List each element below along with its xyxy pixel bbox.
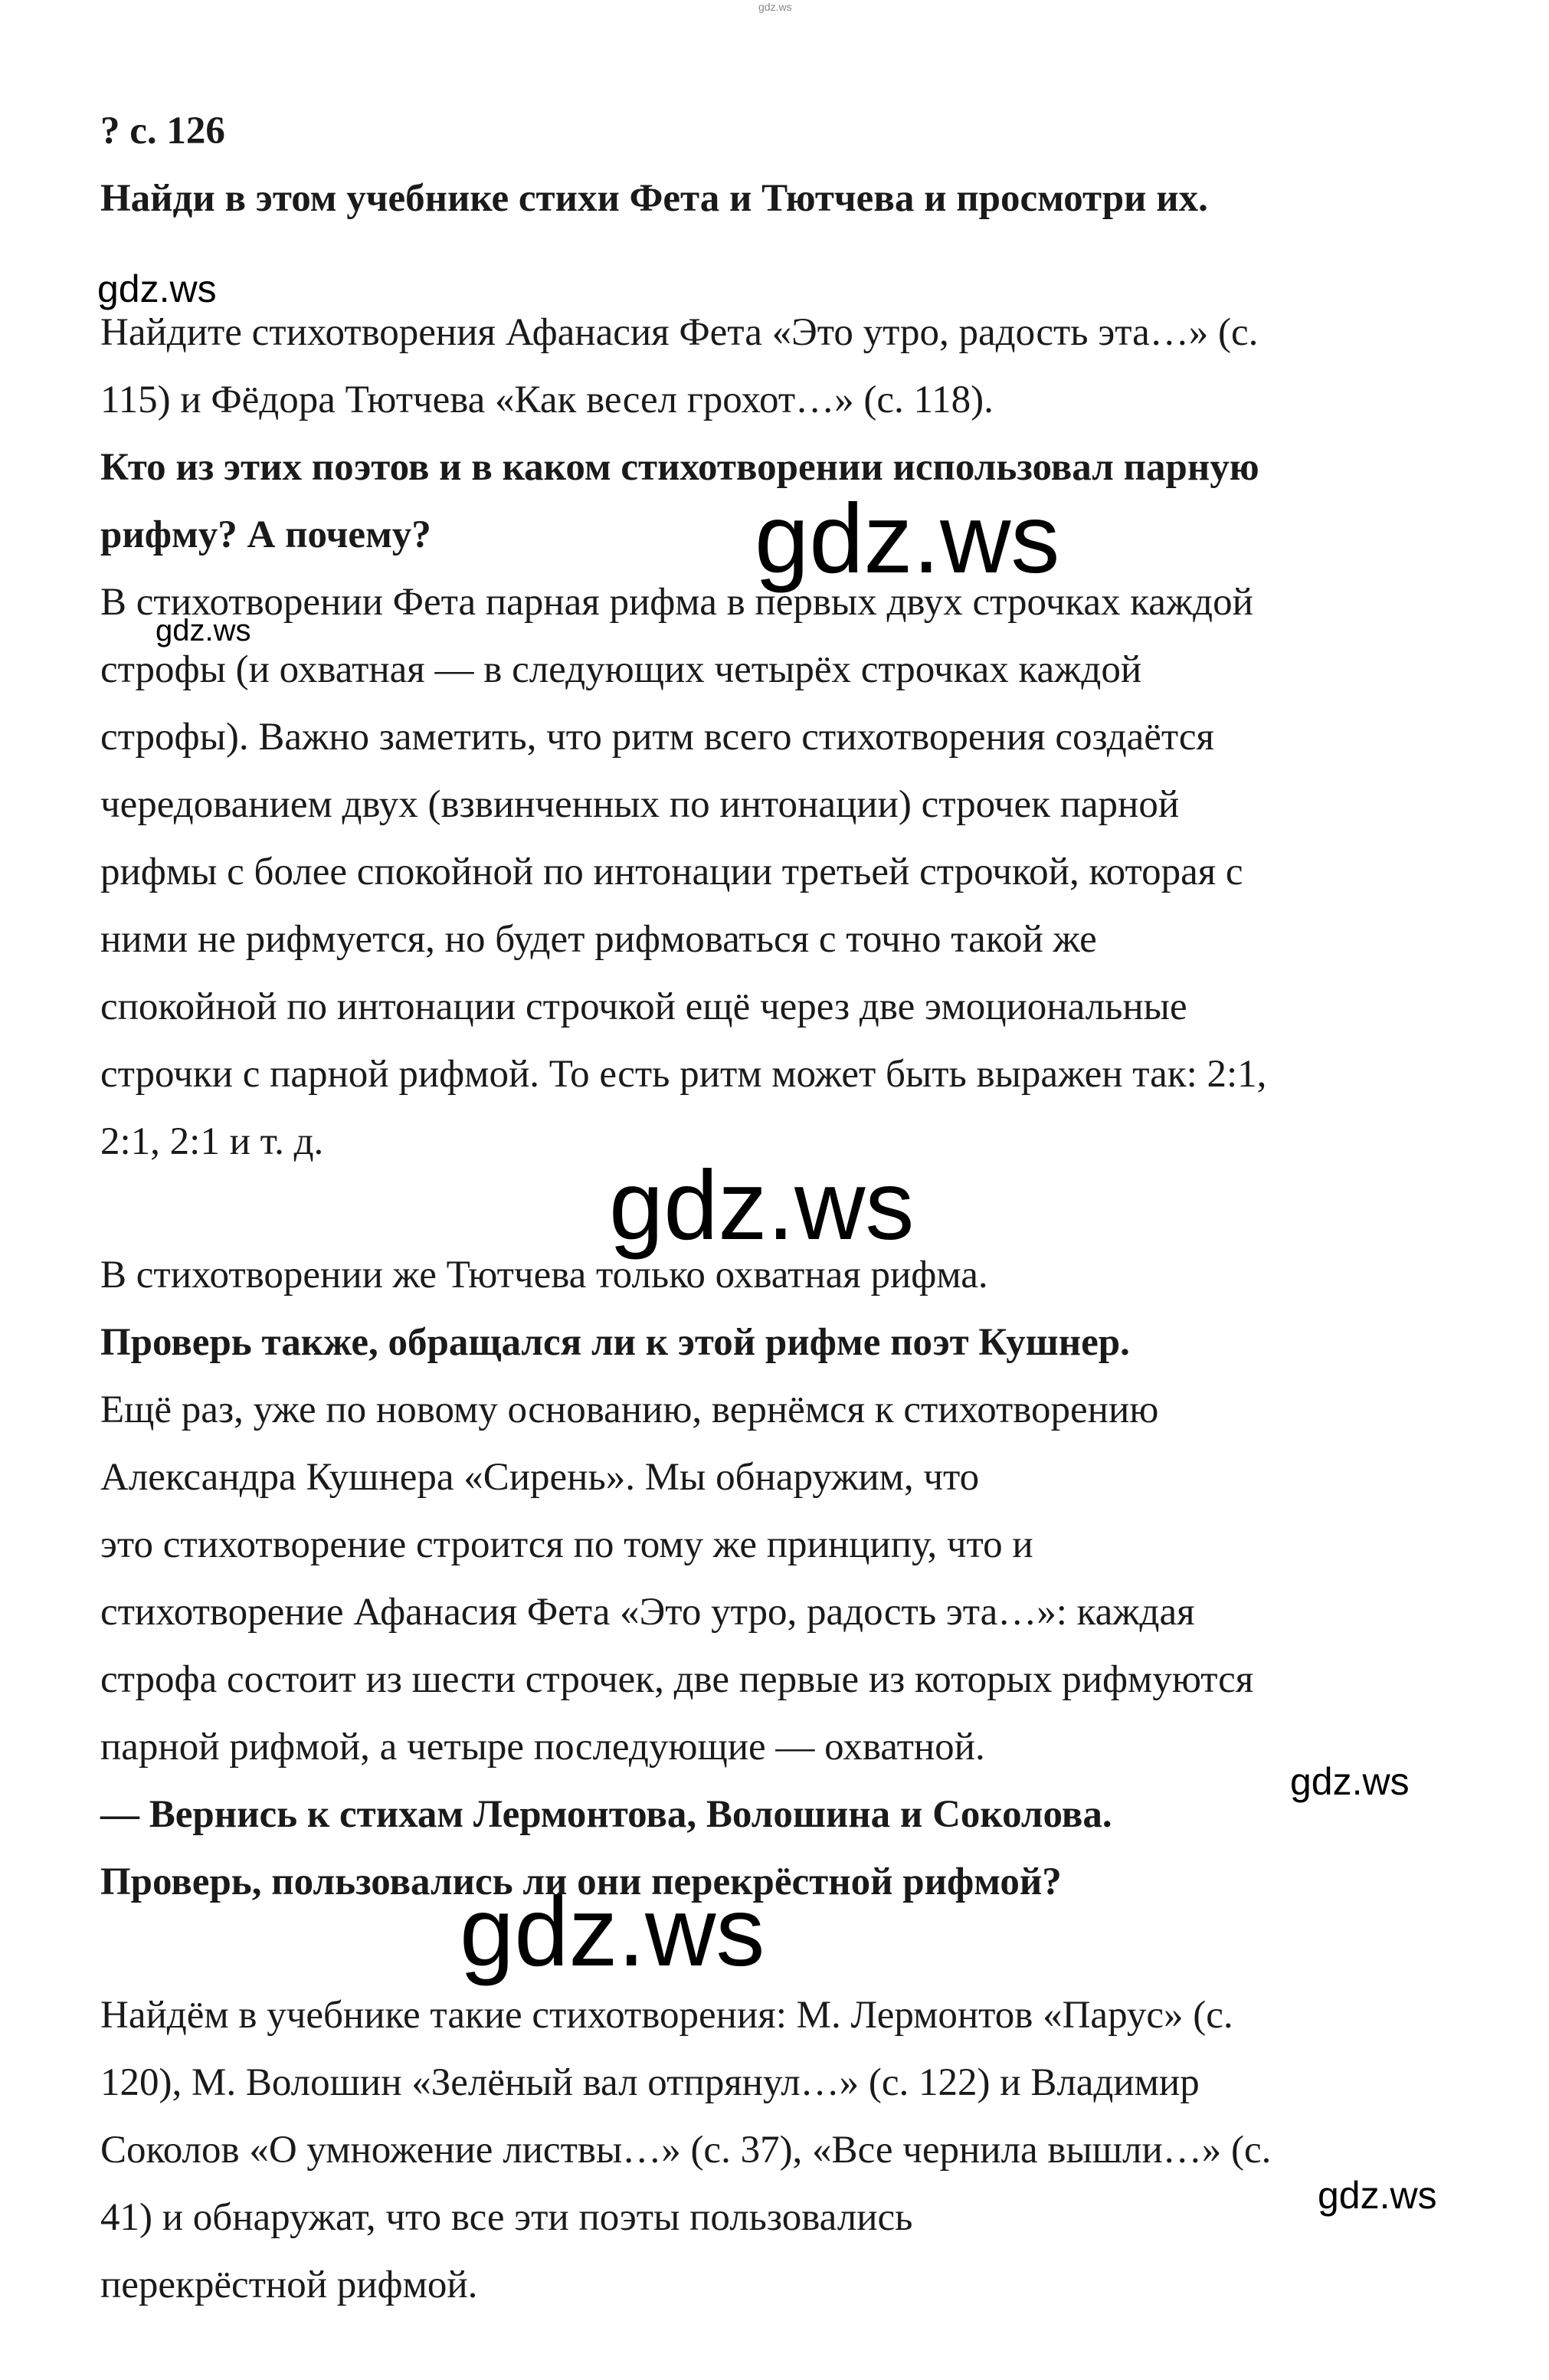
- answer-line: 115) и Фёдора Тютчева «Как весел грохот…» (с. 118).: [100, 379, 994, 421]
- answer-line: строфа состоит из шести строчек, две первые из которых рифмуются: [100, 1658, 1254, 1701]
- watermark-large-1: gdz.ws: [755, 484, 1060, 594]
- answer-line: строфы). Важно заметить, что ритм всего стихотворения создаётся: [100, 716, 1214, 759]
- answer-line: Найдём в учебнике такие стихотворения: М. Лермонтов «Парус» (с.: [100, 1994, 1233, 2037]
- answer-line: чередованием двух (взвинченных по интонации) строчек парной: [100, 783, 1180, 826]
- answer-line: В стихотворении Фета парная рифма в первых двух строчках каждой: [100, 581, 1253, 624]
- answer-line: В стихотворении же Тютчева только охватная рифма.: [100, 1254, 988, 1297]
- watermark-large-2: gdz.ws: [609, 1151, 915, 1260]
- watermark-small-1: gdz.ws: [97, 267, 217, 310]
- task-question-2: рифму? А почему?: [100, 513, 431, 556]
- answer-line: спокойной по интонации строчкой ещё через две эмоциональные: [100, 985, 1187, 1028]
- task-question-2: Кто из этих поэтов и в каком стихотворении использовал парную: [100, 446, 1259, 489]
- task-question-3: Проверь также, обращался ли к этой рифме поэт Кушнер.: [100, 1321, 1130, 1364]
- answer-line: 2:1, 2:1 и т. д.: [100, 1120, 324, 1163]
- answer-line: перекрёстной рифмой.: [100, 2264, 478, 2306]
- answer-line: рифмы с более спокойной по интонации третьей строчкой, которая с: [100, 851, 1243, 893]
- answer-line: это стихотворение строится по тому же принципу, что и: [100, 1523, 1033, 1566]
- answer-line: Соколов «О умножение листвы…» (с. 37), «Все чернила вышли…» (с.: [100, 2129, 1272, 2172]
- answer-line: строчки с парной рифмой. То есть ритм может быть выражен так: 2:1,: [100, 1053, 1267, 1096]
- answer-line: ними не рифмуется, но будет рифмоваться с точно такой же: [100, 918, 1097, 961]
- answer-line: 41) и обнаружат, что все эти поэты пользовались: [100, 2196, 913, 2239]
- answer-line: 120), М. Волошин «Зелёный вал отпрянул…» (с. 122) и Владимир: [100, 2061, 1200, 2104]
- task-question-4: Проверь, пользовались ли они перекрёстной рифмой?: [100, 1860, 1062, 1903]
- answer-line: Найдите стихотворения Афанасия Фета «Это утро, радость эта…» (с.: [100, 311, 1259, 354]
- answer-line: стихотворение Афанасия Фета «Это утро, радость эта…»: каждая: [100, 1591, 1195, 1634]
- page-reference: ? с. 126: [100, 110, 225, 152]
- answer-line: строфы (и охватная — в следующих четырёх строчках каждой: [100, 648, 1142, 691]
- answer-line: Ещё раз, уже по новому основанию, вернёмся к стихотворению: [100, 1388, 1159, 1431]
- task-question-1: Найди в этом учебнике стихи Фета и Тютчева и просмотри их.: [100, 177, 1208, 220]
- task-question-4: — Вернись к стихам Лермонтова, Волошина и Соколова.: [100, 1793, 1112, 1836]
- watermark-small-3: gdz.ws: [1290, 1760, 1410, 1803]
- watermark-small-2: gdz.ws: [156, 614, 251, 647]
- answer-line: Александра Кушнера «Сирень». Мы обнаружим, что: [100, 1456, 980, 1499]
- watermark-large-3: gdz.ws: [460, 1877, 765, 1987]
- watermark-top: gdz.ws: [758, 1, 792, 13]
- watermark-small-4: gdz.ws: [1318, 2174, 1437, 2217]
- answer-line: парной рифмой, а четыре последующие — охватной.: [100, 1726, 985, 1769]
